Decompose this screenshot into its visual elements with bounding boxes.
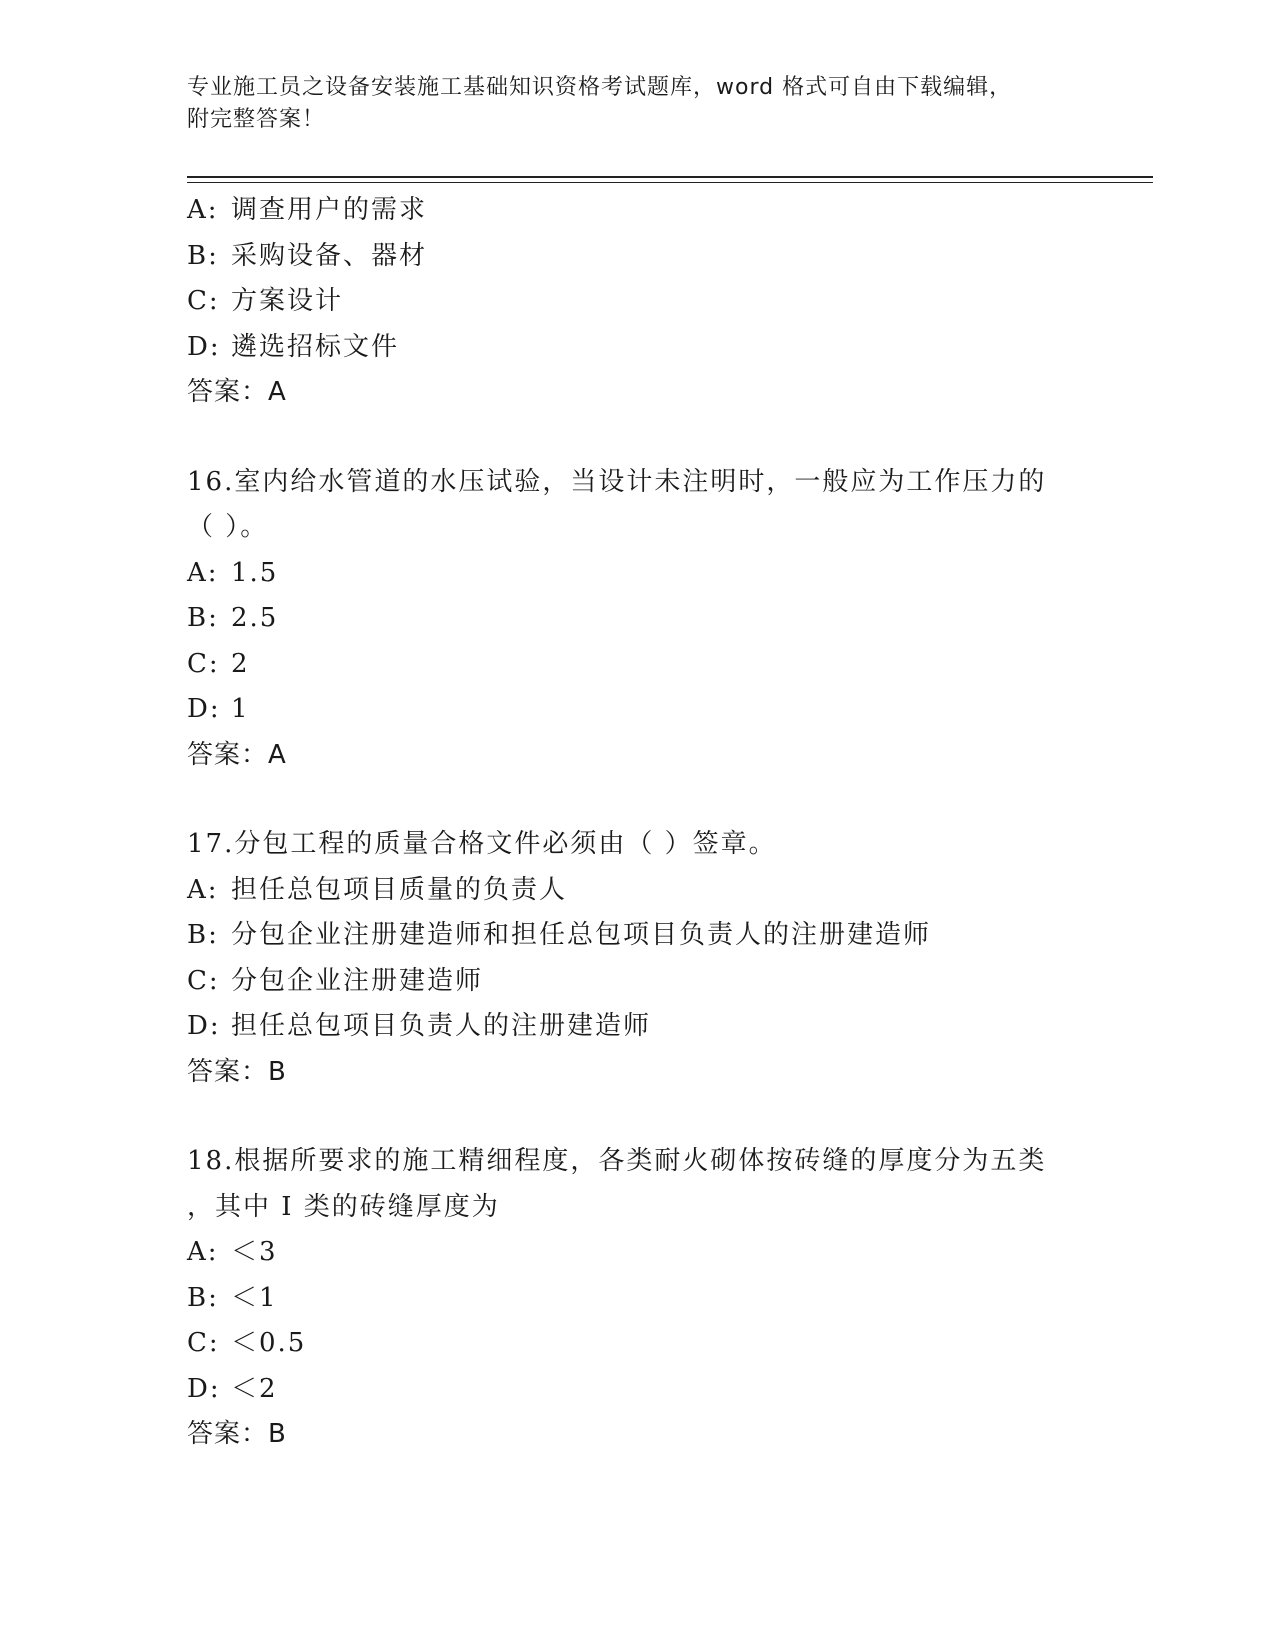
option-letter: D: bbox=[187, 1373, 221, 1404]
option-text: ＜0.5 bbox=[231, 1328, 307, 1358]
option-letter: B: bbox=[187, 1282, 219, 1313]
option-d bbox=[187, 1004, 1087, 1050]
option-text: 1 bbox=[231, 694, 250, 724]
option-letter: C: bbox=[187, 286, 220, 316]
option-letter: D: bbox=[187, 694, 221, 724]
option-c bbox=[187, 279, 1087, 325]
option-d bbox=[187, 325, 1087, 371]
answer-line: 答案：A bbox=[187, 377, 287, 407]
option-letter: A: bbox=[187, 874, 219, 905]
question-17 bbox=[187, 822, 1087, 1095]
option-a bbox=[187, 868, 1087, 914]
option-text: 分包企业注册建造师和担任总包项目负责人的注册建造师 bbox=[231, 920, 932, 950]
option-letter: A: bbox=[187, 195, 219, 225]
option-text: 方案设计 bbox=[231, 286, 344, 316]
answer-line: 答案：A bbox=[187, 739, 287, 770]
option-b bbox=[187, 596, 1087, 642]
question-18 bbox=[187, 1139, 1087, 1458]
option-text: 2 bbox=[231, 648, 250, 679]
option-letter: B: bbox=[187, 603, 219, 633]
header-divider-thin bbox=[187, 182, 1153, 183]
option-letter: D: bbox=[187, 331, 221, 362]
document-header bbox=[187, 72, 1067, 136]
option-letter: C: bbox=[187, 648, 220, 679]
question-stem-line: （ ）。 bbox=[187, 512, 269, 542]
option-letter: B: bbox=[187, 240, 219, 271]
option-a bbox=[187, 551, 1087, 597]
option-d bbox=[187, 1367, 1087, 1413]
option-d bbox=[187, 687, 1087, 733]
option-letter: C: bbox=[187, 965, 220, 996]
option-text: ＜1 bbox=[231, 1282, 278, 1313]
header-title-line-1: 专业施工员之设备安装施工基础知识资格考试题库，word 格式可自由下载编辑， bbox=[187, 75, 1013, 100]
option-letter: D: bbox=[187, 1011, 221, 1041]
option-b bbox=[187, 234, 1087, 280]
question-16 bbox=[187, 460, 1087, 779]
option-text: 担任总包项目质量的负责人 bbox=[231, 874, 568, 905]
header-title-line-2: 附完整答案！ bbox=[187, 107, 326, 132]
answer-line: 答案：B bbox=[187, 1056, 287, 1087]
option-a bbox=[187, 188, 1087, 234]
option-text: 担任总包项目负责人的注册建造师 bbox=[231, 1011, 652, 1041]
option-letter: A: bbox=[187, 557, 219, 588]
option-b bbox=[187, 913, 1087, 959]
question-stem-line: ，其中 I 类的砖缝厚度为 bbox=[187, 1191, 500, 1222]
option-c bbox=[187, 642, 1087, 688]
answer-line: 答案：B bbox=[187, 1419, 287, 1449]
question-stem-line: 17.分包工程的质量合格文件必须由（ ）签章。 bbox=[187, 829, 777, 859]
option-c bbox=[187, 1321, 1087, 1367]
question-stem-line: 16.室内给水管道的水压试验，当设计未注明时，一般应为工作压力的 bbox=[187, 466, 1047, 497]
option-letter: B: bbox=[187, 920, 219, 950]
option-c bbox=[187, 959, 1087, 1005]
option-b bbox=[187, 1276, 1087, 1322]
option-text: 遴选招标文件 bbox=[231, 331, 400, 362]
option-text: ＜2 bbox=[231, 1373, 278, 1404]
option-text: 分包企业注册建造师 bbox=[231, 965, 484, 996]
option-text: 2.5 bbox=[231, 603, 279, 633]
option-text: 调查用户的需求 bbox=[231, 195, 428, 225]
option-letter: A: bbox=[187, 1237, 219, 1267]
option-text: 采购设备、器材 bbox=[231, 240, 428, 271]
question-15-continued bbox=[187, 188, 1087, 416]
question-stem-line: 18.根据所要求的施工精细程度，各类耐火砌体按砖缝的厚度分为五类 bbox=[187, 1146, 1047, 1176]
option-letter: C: bbox=[187, 1328, 220, 1358]
header-divider-thick bbox=[187, 176, 1153, 178]
option-a bbox=[187, 1230, 1087, 1276]
question-list bbox=[187, 188, 1087, 1502]
option-text: ＜3 bbox=[231, 1237, 278, 1267]
option-text: 1.5 bbox=[231, 557, 279, 588]
